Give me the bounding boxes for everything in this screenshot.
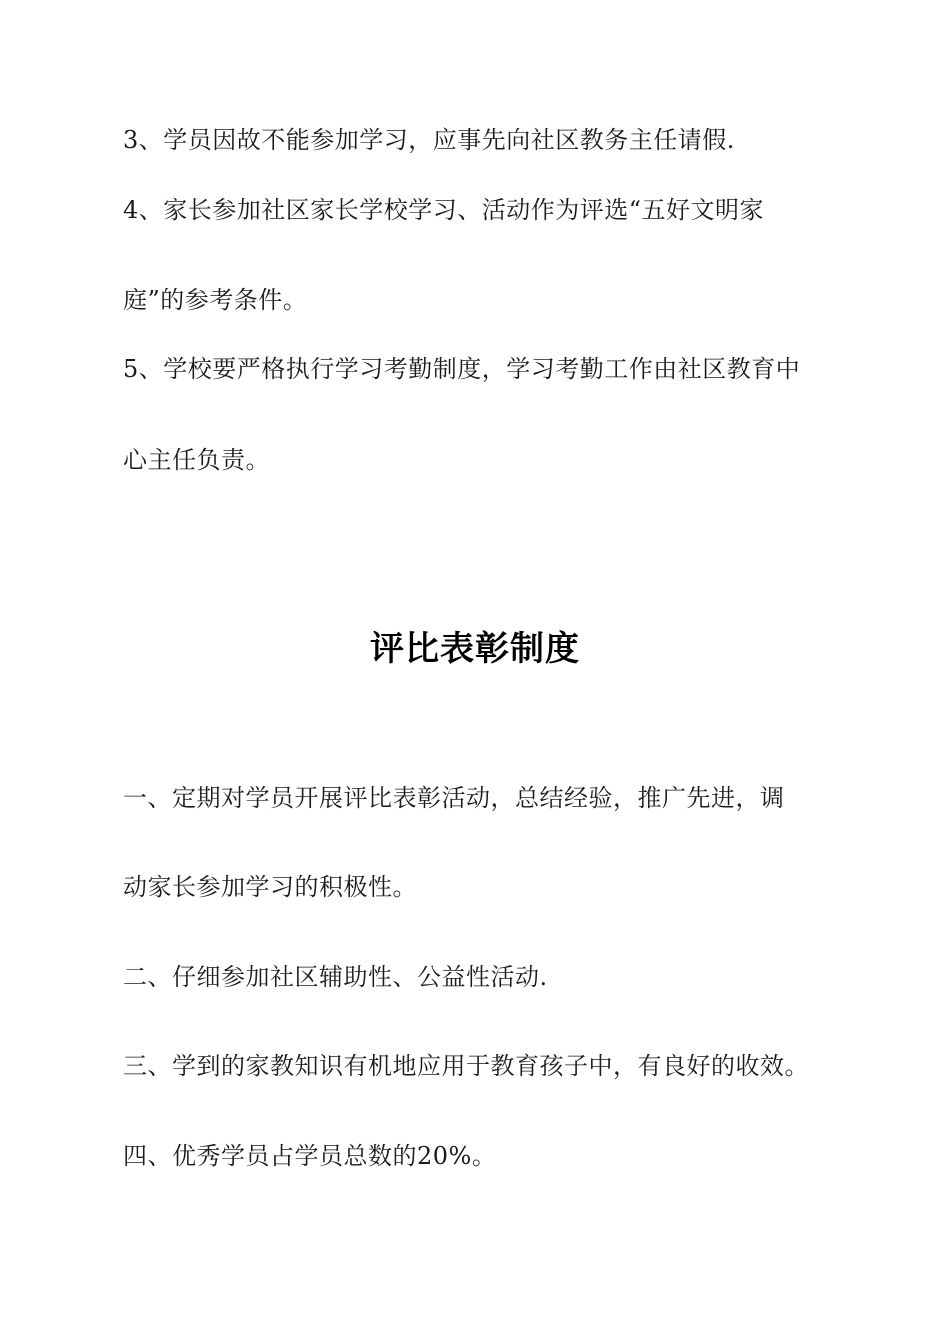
section-title: 评比表彰制度 bbox=[370, 629, 580, 669]
rule-5-line-1: 5、学校要严格执行学习考勤制度，学习考勤工作由社区教育中 bbox=[123, 355, 801, 383]
section-item-3-line: 三、学到的家教知识有机地应用于教育孩子中，有良好的收效。 bbox=[123, 1052, 809, 1080]
section-item-2-line: 二、仔细参加社区辅助性、公益性活动. bbox=[123, 963, 548, 991]
rule-5-line-2: 心主任负责。 bbox=[123, 446, 270, 474]
rule-4-line-2: 庭”的参考条件。 bbox=[123, 286, 308, 314]
rule-4-line-1: 4、家长参加社区家长学校学习、活动作为评选“五好文明家 bbox=[123, 196, 765, 224]
section-item-1-line-1: 一、定期对学员开展评比表彰活动，总结经验，推广先进，调 bbox=[123, 784, 785, 812]
rule-3-line: 3、学员因故不能参加学习，应事先向社区教务主任请假. bbox=[123, 126, 735, 154]
section-item-1-line-2: 动家长参加学习的积极性。 bbox=[123, 873, 417, 901]
section-item-4-line: 四、优秀学员占学员总数的20%。 bbox=[123, 1142, 497, 1170]
